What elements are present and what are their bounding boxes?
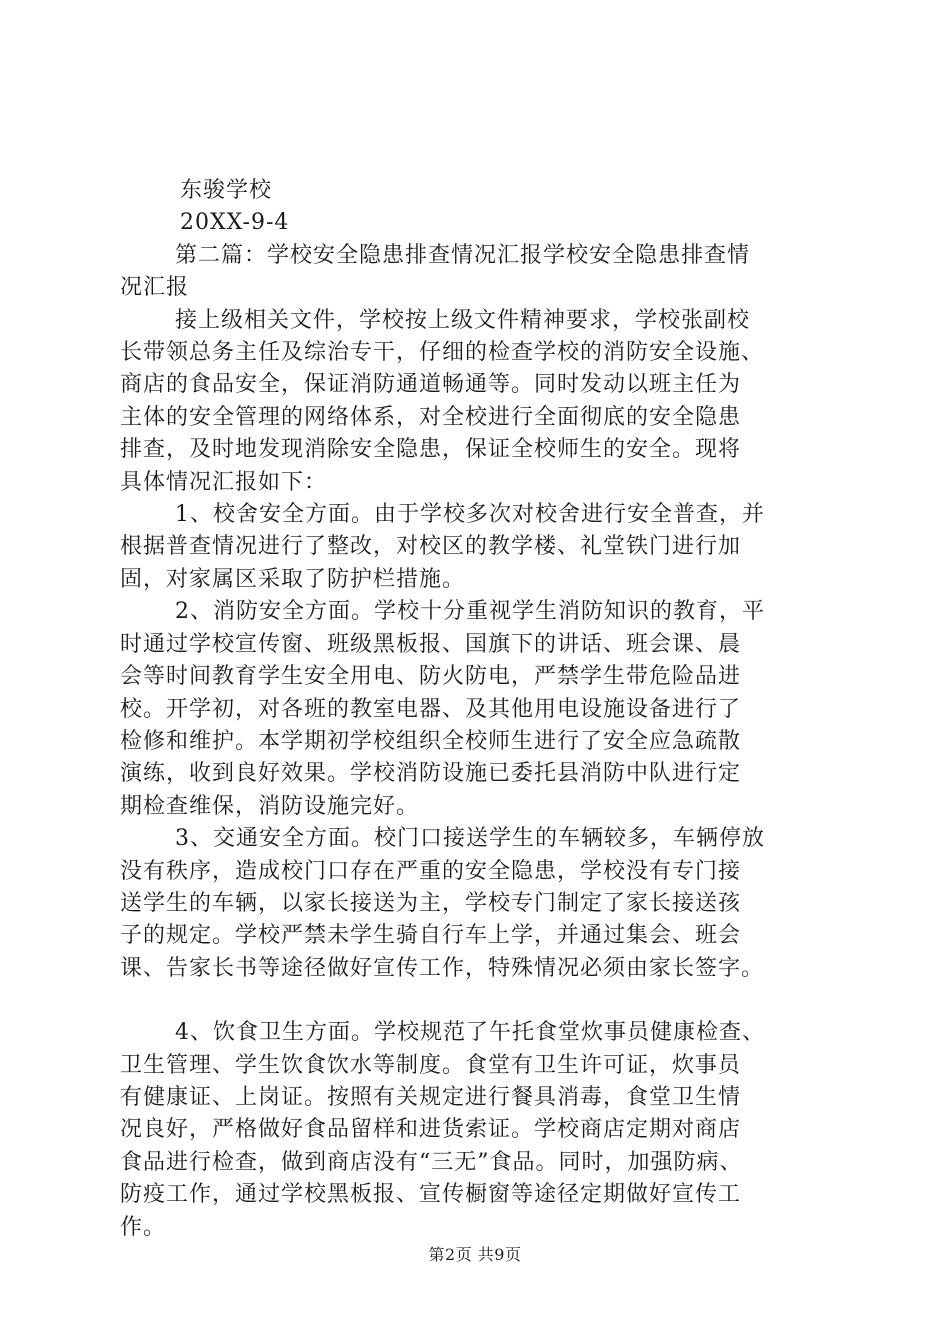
section-2-line: 时通过学校宣传窗、班级黑板报、国旗下的讲话、班会课、晨: [120, 631, 742, 657]
page-number: 第2页 共9页: [428, 1245, 522, 1264]
section-1-line: 1、校舍安全方面。由于学校多次对校舍进行安全普查，并: [175, 502, 765, 528]
section-4-line: 作。: [120, 1214, 167, 1240]
intro-line: 接上级相关文件，学校按上级文件精神要求，学校张副校: [175, 307, 751, 333]
heading-line: 况汇报: [120, 275, 190, 301]
section-2-line: 2、消防安全方面。学校十分重视学生消防知识的教育，平: [175, 599, 765, 625]
section-3-line: 没有秩序，造成校门口存在严重的安全隐患，学校没有专门接: [120, 858, 742, 884]
school-name: 东骏学校: [180, 178, 273, 203]
section-4-line: 4、饮食卫生方面。学校规范了午托食堂炊事员健康检查、: [175, 1020, 765, 1046]
section-2-line: 会等时间教育学生安全用电、防火防电，严禁学生带危险品进: [120, 664, 742, 690]
section-4-line: 况良好，严格做好食品留样和进货索证。学校商店定期对商店: [120, 1117, 742, 1143]
intro-line: 排查，及时地发现消除安全隐患，保证全校师生的安全。现将: [120, 437, 742, 463]
document-body: [120, 175, 840, 1244]
section-1-line: 根据普查情况进行了整改，对校区的教学楼、礼堂铁门进行加: [120, 534, 742, 560]
section-4-line: 卫生管理、学生饮食饮水等制度。食堂有卫生许可证，炊事员: [120, 1052, 742, 1078]
heading-line: 第二篇：学校安全隐患排查情况汇报学校安全隐患排查情: [175, 242, 751, 268]
section-2-line: 期检查维保，消防设施完好。: [120, 793, 420, 819]
intro-line: 长带领总务主任及综治专干，仔细的检查学校的消防安全设施、: [120, 340, 765, 366]
section-3-line: 3、交通安全方面。校门口接送学生的车辆较多，车辆停放: [175, 826, 765, 852]
intro-line: 商店的食品安全，保证消防通道畅通等。同时发动以班主任为: [120, 372, 742, 398]
section-4-line: 有健康证、上岗证。按照有关规定进行餐具消毒，食堂卫生情: [120, 1084, 742, 1110]
section-3-line: 课、告家长书等途径做好宣传工作，特殊情况必须由家长签字。: [120, 955, 765, 981]
section-2-line: 演练，收到良好效果。学校消防设施已委托县消防中队进行定: [120, 761, 742, 787]
section-2-line: 校。开学初，对各班的教室电器、及其他用电设施设备进行了: [120, 696, 742, 722]
section-4-line: 防疫工作，通过学校黑板报、宣传橱窗等途径定期做好宣传工: [120, 1182, 742, 1208]
section-2-line: 检修和维护。本学期初学校组织全校师生进行了安全应急疏散: [120, 728, 742, 754]
section-4-line: 食品进行检查，做到商店没有“三无”食品。同时，加强防病、: [120, 1149, 743, 1175]
intro-line: 主体的安全管理的网络体系，对全校进行全面彻底的安全隐患: [120, 404, 742, 430]
section-1-line: 固，对家属区采取了防护栏措施。: [120, 566, 466, 592]
section-3-line: 子的规定。学校严禁未学生骑自行车上学，并通过集会、班会: [120, 923, 742, 949]
intro-line: 具体情况汇报如下：: [120, 469, 328, 495]
paragraph-gap: [120, 985, 840, 1017]
section-3-line: 送学生的车辆，以家长接送为主，学校专门制定了家长接送孩: [120, 890, 742, 916]
document-date: 20XX-9-4: [180, 210, 290, 236]
